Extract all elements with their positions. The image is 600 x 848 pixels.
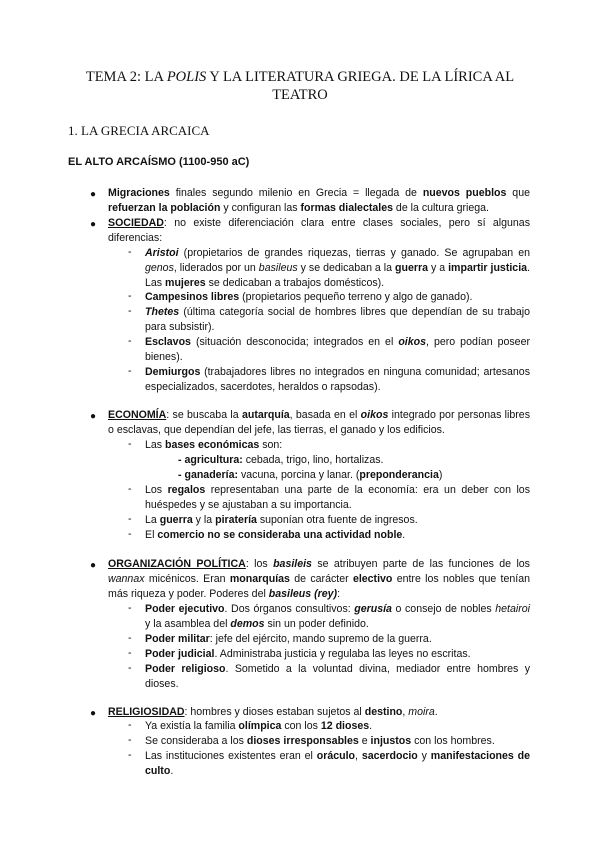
- text: La: [145, 514, 160, 526]
- dash-marker: -: [128, 528, 132, 540]
- text: con los hombres.: [411, 735, 495, 747]
- italic-text: hetairoi: [495, 603, 531, 615]
- bullet-icon: ●: [90, 411, 97, 422]
- text: .: [369, 720, 373, 732]
- bold-italic-text: basileus (rey): [268, 588, 338, 601]
- bold-text: 12 dioses: [320, 720, 370, 732]
- bold-text: dioses irresponsables: [246, 735, 359, 747]
- text: de la cultura griega.: [392, 202, 489, 215]
- text: : se buscaba la: [166, 409, 242, 421]
- bold-text: sacerdocio: [361, 750, 418, 762]
- text: e: [358, 735, 371, 747]
- dash-marker: -: [128, 335, 132, 347]
- dash-marker: -: [128, 438, 132, 450]
- text: y configuran las: [220, 202, 301, 215]
- section-heading: 1. LA GRECIA ARCAICA: [68, 123, 210, 138]
- bullet-icon: ●: [90, 708, 97, 719]
- bold-text: injustos: [370, 735, 412, 747]
- bullet-icon: ●: [90, 189, 97, 200]
- text: (situación desconocida; integrados en el: [190, 336, 399, 348]
- text: Las: [145, 439, 166, 451]
- bold-text: Migraciones: [108, 187, 170, 199]
- text: o consejo de nobles: [391, 603, 496, 615]
- dioses-item: [145, 734, 530, 749]
- politica-paragraph: [108, 557, 530, 603]
- religiosidad-paragraph: [108, 705, 530, 720]
- dash-marker: -: [128, 290, 132, 302]
- bold-text: impartir justicia: [448, 262, 528, 275]
- bold-text: Poder judicial: [145, 648, 215, 660]
- economia-heading: ECONOMÍA: [108, 409, 167, 421]
- bold-text: refuerzan la población: [108, 202, 221, 215]
- instituciones-item: [145, 749, 530, 779]
- text: y la: [192, 514, 216, 526]
- italic-text: wannax: [108, 573, 145, 586]
- dash-marker: -: [128, 602, 132, 614]
- regalos-item: [145, 483, 530, 513]
- text: entre los nobles que tenían más riqueza y poder. Poderes del: [108, 573, 530, 601]
- bold-text: bases económicas: [165, 439, 260, 451]
- text: ): [438, 469, 443, 481]
- text: .: [402, 529, 406, 541]
- dash-marker: -: [128, 749, 132, 761]
- bold-italic-text: basileis: [273, 558, 312, 570]
- bold-text: piratería: [215, 514, 257, 526]
- esclavos-item: [145, 335, 530, 365]
- dash-marker: -: [128, 305, 132, 317]
- text: , liderados por un: [173, 262, 259, 275]
- text: (trabajadores libres no integrados en ninguna comunidad; artesanos especializados, sacerdotes, heraldos o rapsodas).: [145, 366, 530, 394]
- dash-marker: -: [128, 647, 132, 659]
- text: : los: [245, 558, 274, 570]
- text: y la asamblea del: [145, 618, 231, 631]
- text: (última categoría social de hombres libres que dependían de su trabajo para subsistir).: [145, 306, 530, 334]
- text: .: [170, 765, 174, 778]
- italic-text: basileus: [258, 262, 298, 275]
- bold-italic-text: oikos: [398, 336, 426, 348]
- text: . Las: [145, 262, 530, 290]
- bold-text: Demiurgos: [145, 366, 201, 378]
- dash-marker: -: [128, 734, 132, 746]
- ganaderia-item: [178, 468, 530, 483]
- bold-italic-text: oikos: [360, 409, 389, 421]
- text: y se dedicaban a la: [297, 262, 396, 275]
- bold-text: Esclavos: [145, 336, 191, 348]
- bold-text: autarquía: [241, 409, 290, 421]
- text: integrado por personas libres o esclavas, que dependían del jefe, las tierras, el ganado y los edificios.: [108, 409, 530, 437]
- text: ,: [402, 706, 409, 718]
- militar-item: [145, 632, 530, 647]
- text: Los: [145, 484, 168, 496]
- bold-text: manifestaciones de culto: [145, 750, 531, 778]
- text: Las instituciones existentes eran el: [145, 750, 317, 762]
- text: y: [417, 750, 431, 762]
- judicial-item: [145, 647, 530, 662]
- bullet-icon: ●: [90, 219, 97, 230]
- text: . Sometido a la voluntad divina, mediador entre hombres y dioses.: [145, 663, 530, 691]
- text: con los: [281, 720, 321, 732]
- text: : hombres y dioses estaban sujetos al: [184, 706, 365, 718]
- text: . Administraba justicia y regulaba las leyes no escritas.: [214, 648, 471, 660]
- page-title: [60, 68, 540, 104]
- bold-text: comercio no se consideraba una actividad noble: [157, 529, 403, 541]
- text: que: [506, 187, 530, 199]
- sociedad-heading: SOCIEDAD: [108, 217, 164, 229]
- bold-italic-text: demos: [230, 618, 265, 631]
- text: (propietarios de grandes riquezas, tierras y ganado. Se agrupaban en: [178, 247, 530, 259]
- text: El: [145, 529, 158, 541]
- text: , basada en el: [289, 409, 361, 421]
- text: : jefe del ejército, mando supremo de la guerra.: [209, 633, 432, 645]
- title-text: TEMA 2: LA: [85, 69, 167, 85]
- text: Ya existía la familia: [145, 720, 239, 732]
- sociedad-paragraph: [108, 216, 530, 246]
- bold-text: monarquías: [229, 573, 290, 586]
- italic-text: moira: [408, 706, 435, 718]
- familia-item: [145, 719, 530, 734]
- text: :: [337, 588, 341, 601]
- dash-marker: -: [128, 632, 132, 644]
- text: y a: [428, 262, 449, 275]
- bold-text: formas dialectales: [300, 202, 393, 215]
- text: son:: [259, 439, 283, 451]
- agricultura-item: [178, 453, 530, 468]
- text: sin un poder definido.: [264, 618, 369, 631]
- text: cebada, trigo, lino, hortalizas.: [242, 454, 384, 466]
- bold-text: - agricultura:: [178, 454, 243, 466]
- thetes-item: [145, 305, 530, 335]
- bold-text: regalos: [167, 484, 206, 496]
- text: de carácter: [289, 573, 353, 586]
- text: finales segundo milenio en Grecia = llegada de: [169, 187, 423, 199]
- bold-italic-text: Aristoi: [145, 247, 179, 259]
- dash-marker: -: [128, 483, 132, 495]
- religioso-item: [145, 662, 530, 692]
- bullet-icon: ●: [90, 560, 97, 571]
- dash-marker: -: [128, 246, 132, 258]
- text: representaban una parte de la economía: era un deber con los huéspedes y se ajustaban a su importancia.: [145, 484, 530, 512]
- bold-text: olímpica: [238, 720, 282, 732]
- bold-text: Poder ejecutivo: [145, 603, 225, 615]
- bold-italic-text: gerusía: [354, 603, 392, 615]
- bold-text: oráculo: [316, 750, 356, 762]
- economia-paragraph: [108, 408, 530, 438]
- bases-item: [145, 438, 530, 453]
- bold-text: - ganadería:: [178, 469, 239, 481]
- politica-heading: ORGANIZACIÓN POLÍTICA: [108, 558, 246, 570]
- dash-marker: -: [128, 719, 132, 731]
- bold-italic-text: Thetes: [145, 306, 180, 318]
- text: se atribuyen parte de las funciones de los: [311, 558, 530, 570]
- ejecutivo-item: [145, 602, 530, 632]
- text: .: [434, 706, 438, 718]
- title-text-rest: Y LA LITERATURA GRIEGA. DE LA LÍRICA AL TEATRO: [206, 69, 515, 103]
- text: . Dos órganos consultivos:: [224, 603, 355, 615]
- italic-text: genos: [145, 262, 174, 275]
- bold-text: nuevos pueblos: [422, 187, 507, 199]
- text: ,: [355, 750, 362, 762]
- campesinos-item: [145, 290, 530, 305]
- comercio-item: [145, 528, 530, 543]
- bold-text: destino: [364, 706, 403, 718]
- text: micénicos. Eran: [144, 573, 230, 586]
- bold-text: Campesinos libres: [145, 291, 240, 303]
- dash-marker: -: [128, 365, 132, 377]
- dash-marker: -: [128, 513, 132, 525]
- aristoi-item: [145, 246, 530, 292]
- title-polis: POLIS: [166, 69, 207, 85]
- religiosidad-heading: RELIGIOSIDAD: [108, 706, 185, 718]
- text: suponían otra fuente de ingresos.: [256, 514, 418, 526]
- text: , pero podían poseer bienes).: [145, 336, 530, 364]
- text: se dedicaban a trabajos domésticos).: [205, 277, 385, 290]
- text: : no existe diferenciación clara entre clases sociales, pero sí algunas diferencias:: [108, 217, 530, 245]
- bold-text: guerra: [159, 514, 193, 526]
- bold-text: guerra: [395, 262, 428, 275]
- bold-text: Poder religioso: [145, 663, 226, 675]
- bold-text: preponderancia: [359, 469, 439, 481]
- text: (propietarios pequeño terreno y algo de ganado).: [239, 291, 473, 303]
- text: vacuna, porcina y lanar. (: [238, 469, 360, 481]
- demiurgos-item: [145, 365, 530, 395]
- bold-text: electivo: [352, 573, 393, 586]
- guerra-item: [145, 513, 530, 528]
- subsection-heading: EL ALTO ARCAÍSMO (1100-950 aC): [68, 156, 250, 168]
- migraciones-paragraph: [108, 186, 530, 216]
- bold-text: mujeres: [165, 277, 206, 290]
- dash-marker: -: [128, 662, 132, 674]
- bold-text: Poder militar: [145, 633, 210, 645]
- text: Se consideraba a los: [145, 735, 247, 747]
